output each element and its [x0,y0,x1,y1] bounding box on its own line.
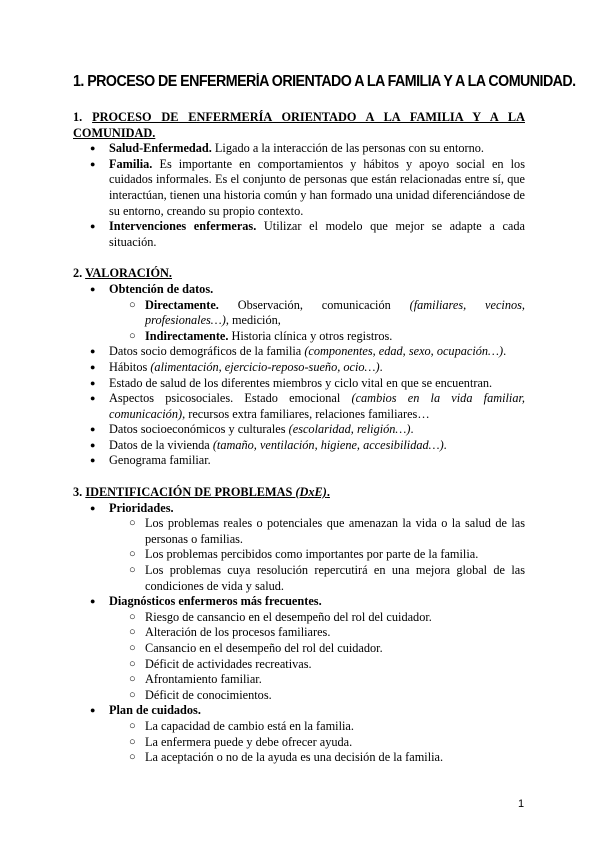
bullet-icon: ● [90,393,96,404]
item-text: Hábitos [109,359,151,374]
bullet-icon: ● [90,361,96,372]
sub-list-item [73,625,525,641]
item-tail: . [410,422,414,437]
item-text: Genograma familiar. [109,453,211,468]
item-text: Riesgo de cansancio en el desempeño del rol del cuidador. [145,609,432,624]
item-tail: , recursos extra familiares, relaciones familiares… [182,406,430,421]
sub-list-item [73,610,525,626]
sub-list-item [73,688,525,704]
list-item [73,703,525,719]
bullet-icon: ● [90,705,96,716]
hollow-bullet-icon: ○ [129,610,136,623]
hollow-bullet-icon: ○ [129,673,136,686]
section-1-heading [73,110,525,141]
list-item [73,282,525,298]
sub-list-item [73,657,525,673]
document-title: 1. PROCESO DE ENFERMERÍA ORIENTADO A LA FAMILIA Y A LA COMUNIDAD. [73,73,576,90]
hollow-bullet-icon: ○ [129,564,136,577]
list-item [73,594,525,610]
bullet-icon: ● [90,283,96,294]
section-3-title-tail: . [326,485,330,500]
sub-list-item [73,719,525,735]
item-tail: . [443,437,447,452]
item-text: Aspectos psicosociales. Estado emocional [109,391,352,406]
item-text: Datos de la vivienda [109,437,213,452]
list-item [73,219,525,250]
hollow-bullet-icon: ○ [129,548,136,561]
item-text: La capacidad de cambio está en la familia. [145,718,354,733]
page-number: 1 [518,798,525,810]
sub-list-item [73,516,525,547]
sub-list-item [73,547,525,563]
item-text: Los problemas reales o potenciales que amenazan la vida o la salud de las personas o familias. [145,516,525,546]
item-text: Datos socioeconómicos y culturales [109,422,289,437]
item-text: Los problemas cuya resolución repercutirá en una mejora global de las condiciones de vida y salud. [145,563,525,593]
item-italic: (familiares, vecinos, profesionales…) [145,297,525,328]
hollow-bullet-icon: ○ [129,626,136,639]
section-3-list [73,501,525,766]
list-item [73,453,525,469]
item-text: Afrontamiento familiar. [145,672,262,687]
hollow-bullet-icon: ○ [129,688,136,701]
item-text: Observación, comunicación [218,297,410,312]
section-3-title-italic: (DxE) [295,485,327,500]
sub-list-item [73,563,525,594]
section-1-title: PROCESO DE ENFERMERÍA ORIENTADO A LA FAMILIA Y A LA COMUNIDAD. [73,110,525,140]
item-text: La enfermera puede y debe ofrecer ayuda. [145,734,353,749]
section-3-number: 3. [73,485,83,500]
item-text: Utilizar el modelo que mejor se adapte a cada situación. [109,219,525,249]
bullet-icon: ● [90,596,96,607]
item-label: Plan de cuidados. [109,703,201,718]
item-text: Déficit de actividades recreativas. [145,656,312,671]
sub-list-item [73,672,525,688]
item-italic: (componentes, edad, sexo, ocupación…) [304,344,504,359]
sub-list-item [73,298,525,329]
section-2-number: 2. [73,266,83,281]
item-label: Intervenciones enfermeras. [109,219,257,234]
bullet-icon: ● [90,455,96,466]
item-italic: (cambios en la vida familiar, comunicación) [109,391,525,421]
bullet-icon: ● [90,424,96,435]
list-item [73,391,525,422]
item-text: Déficit de conocimientos. [145,687,272,702]
item-text: Es importante en comportamientos y hábitos y apoyo social en los cuidados informales. Es el conjunto de personas que están relacionadas entre sí, que interactúan, tienen una historia común y han formado una unidad diferenciándose de su entorno, creando su propio contexto. [109,156,525,218]
list-item [73,157,525,219]
bullet-icon: ● [90,377,96,388]
bullet-icon: ● [90,439,96,450]
hollow-bullet-icon: ○ [129,735,136,748]
item-text: Los problemas percibidos como importantes por parte de la familia. [145,547,479,562]
bullet-icon: ● [90,346,96,357]
list-item [73,344,525,360]
item-text: Cansancio en el desempeño del rol del cuidador. [145,641,383,655]
item-text: Historia clínica y otros registros. [228,328,393,343]
section-1-number: 1. [73,110,83,124]
item-italic: (escolaridad, religión…) [288,422,411,437]
sub-list-item [73,641,525,657]
list-item [73,376,525,392]
bullet-icon: ● [90,143,96,154]
item-text: Alteración de los procesos familiares. [145,625,331,640]
bullet-icon: ● [90,221,96,232]
list-item [73,141,525,157]
sub-list-item [73,750,525,766]
item-label: Familia. [109,156,153,171]
item-text: Estado de salud de los diferentes miembros y ciclo vital en que se encuentran. [109,375,493,390]
bullet-icon: ● [90,158,96,169]
hollow-bullet-icon: ○ [129,642,136,654]
item-italic: (tamaño, ventilación, higiene, accesibilidad…) [212,437,444,452]
item-label: Obtención de datos. [109,281,214,296]
sub-list-item [73,735,525,751]
sub-list-item [73,329,525,345]
hollow-bullet-icon: ○ [129,751,136,764]
item-label: Prioridades. [109,500,174,515]
hollow-bullet-icon: ○ [129,298,136,311]
hollow-bullet-icon: ○ [129,719,136,732]
item-label: Diagnósticos enfermeros más frecuentes. [109,594,322,609]
item-text: La aceptación o no de la ayuda es una decisión de la familia. [145,750,444,765]
item-label: Indirectamente. [145,328,229,343]
item-text: Ligado a la interacción de las personas con su entorno. [211,141,484,156]
list-item [73,501,525,517]
section-3-title [85,485,330,499]
document-body [73,110,525,766]
section-1-list [73,141,525,250]
section-3-title-text: IDENTIFICACIÓN DE PROBLEMAS [85,485,296,500]
section-2-title: VALORACIÓN. [85,266,172,281]
hollow-bullet-icon: ○ [129,329,136,342]
bullet-icon: ● [90,502,96,513]
hollow-bullet-icon: ○ [129,657,136,670]
item-text: Datos socio demográficos de la familia [109,344,305,359]
section-2-heading [73,266,525,282]
section-3-heading [73,485,525,501]
section-2-list [73,282,525,469]
hollow-bullet-icon: ○ [129,517,136,530]
item-label: Directamente. [145,297,219,312]
item-label: Salud-Enfermedad. [109,141,212,156]
item-italic: (alimentación, ejercicio-reposo-sueño, ocio…) [150,359,380,374]
item-tail: . [379,359,383,374]
item-tail: . [503,344,507,359]
item-tail: , medición, [225,313,281,328]
list-item [73,360,525,376]
list-item [73,422,525,438]
list-item [73,438,525,454]
